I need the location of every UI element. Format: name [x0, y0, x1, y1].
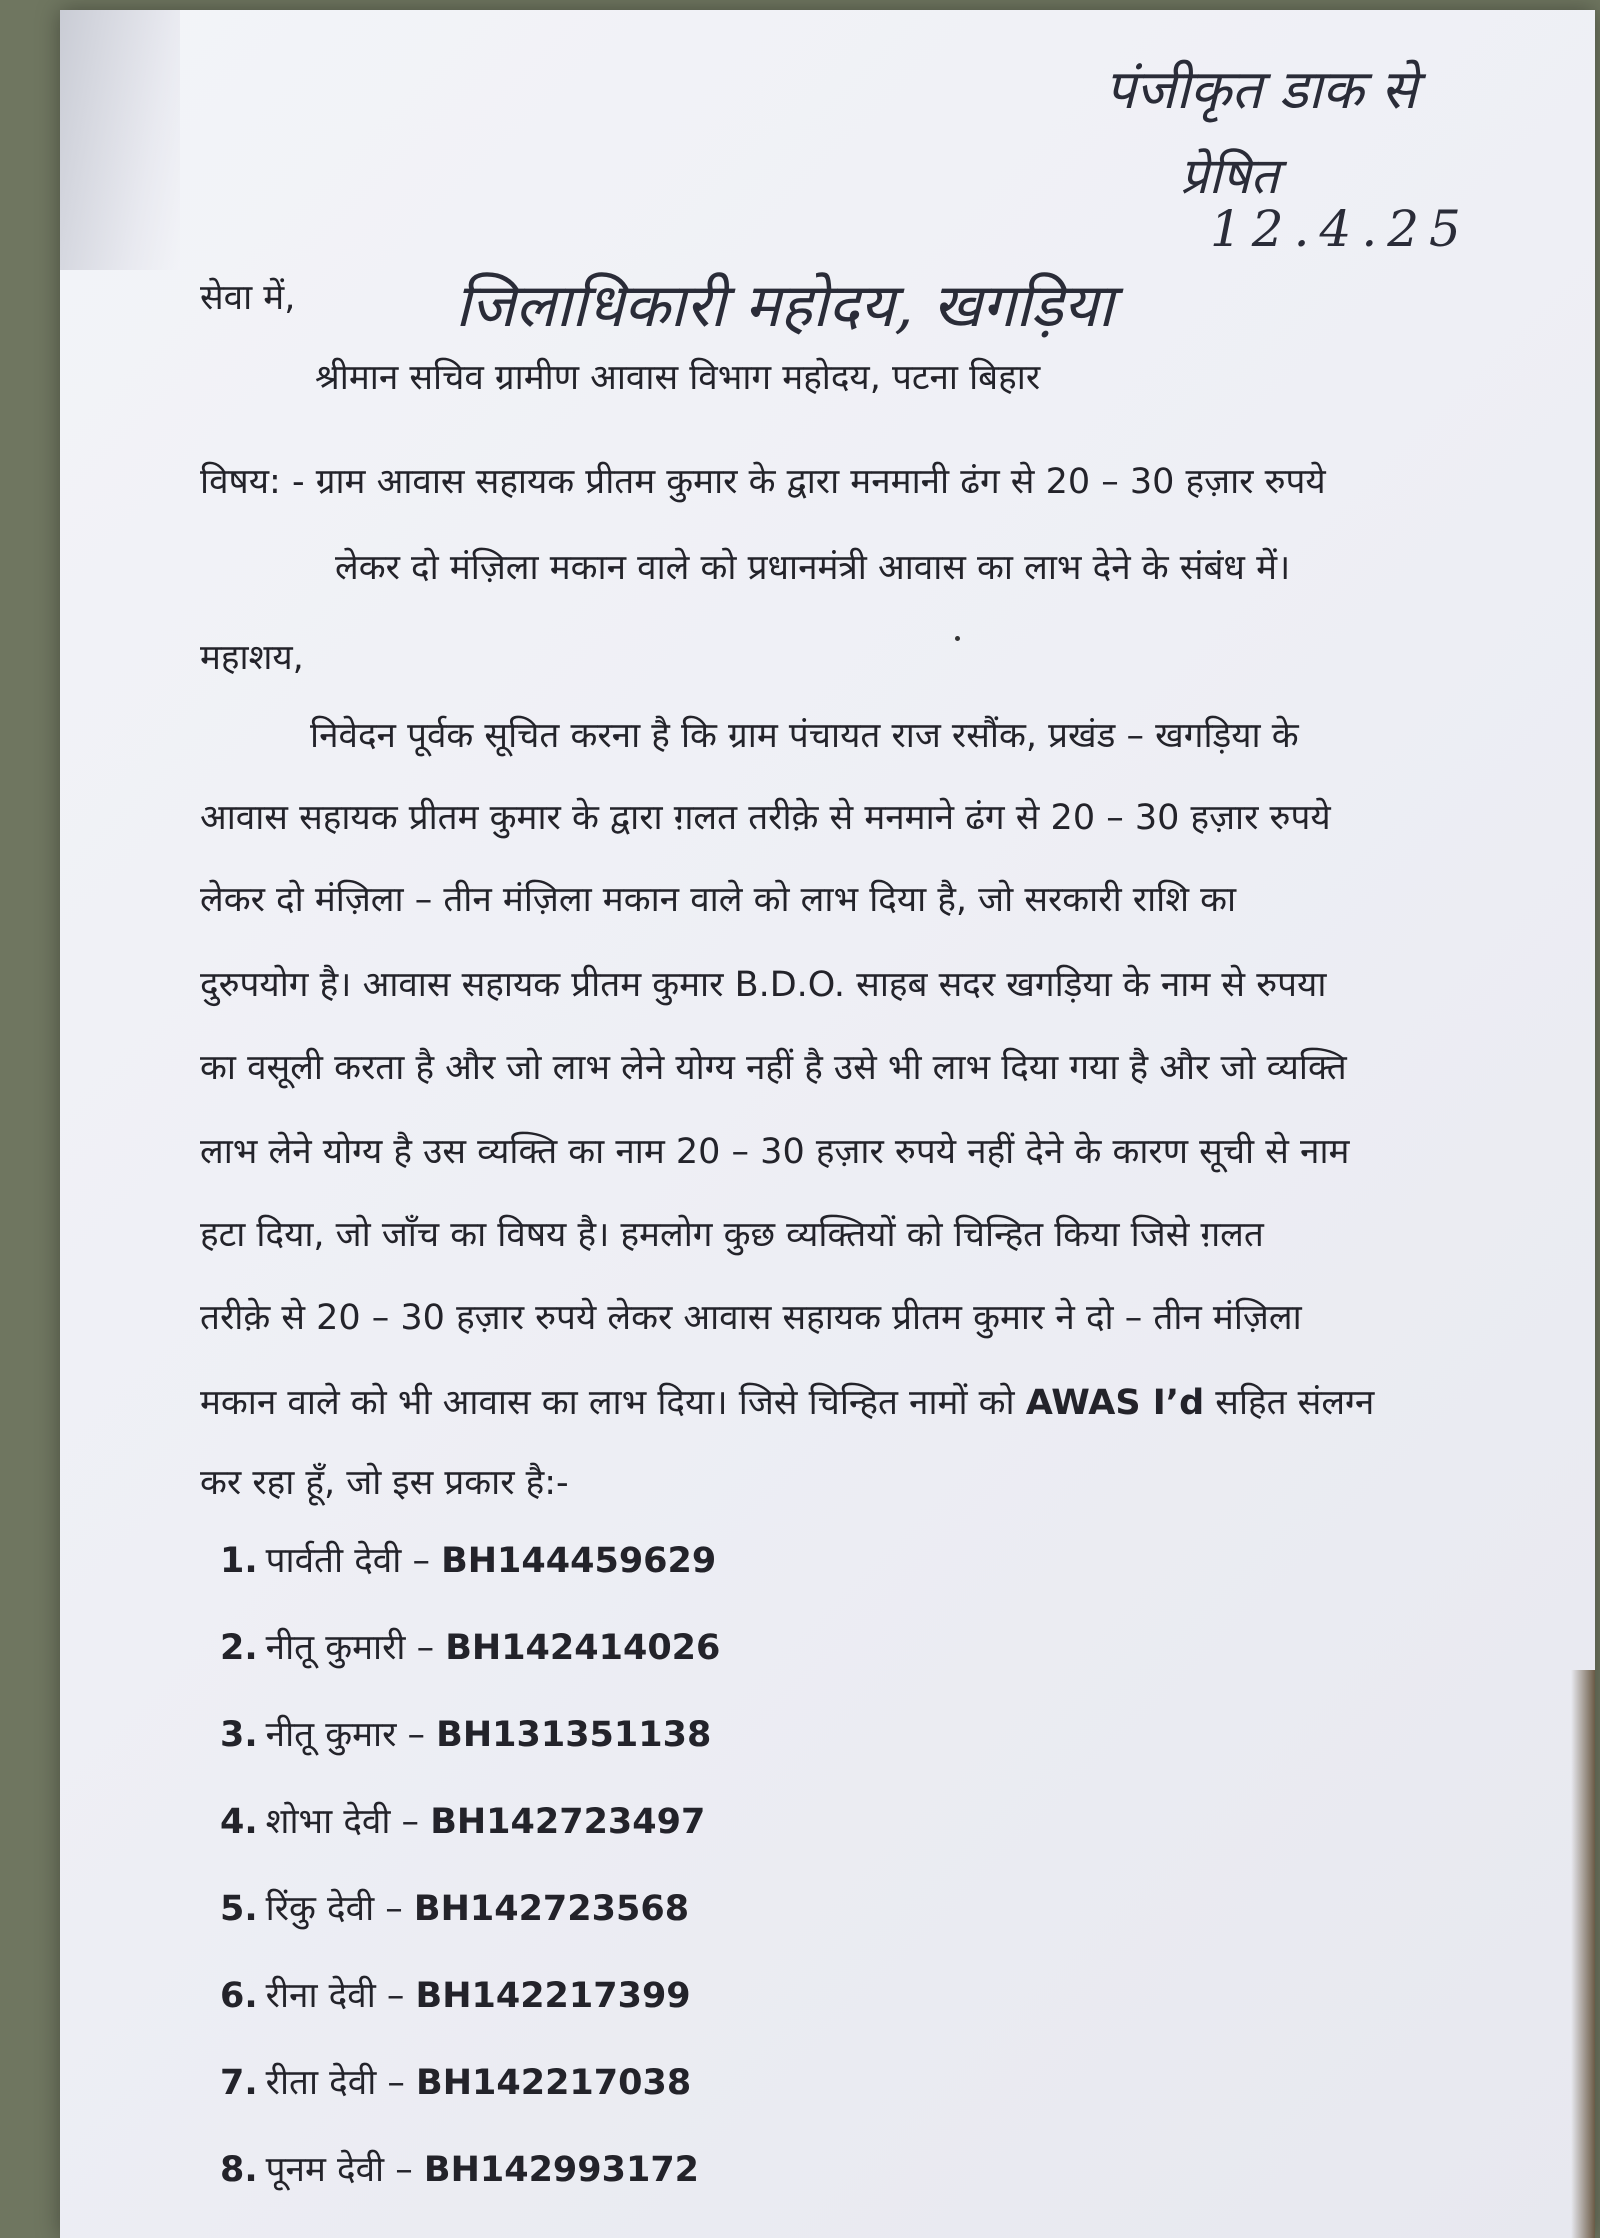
item-number: 1. — [220, 1541, 258, 1581]
awas-id: BH144459629 — [441, 1541, 717, 1581]
handwritten-date: 12.4.25 — [1210, 200, 1471, 258]
page-curl-shadow — [60, 10, 180, 270]
item-number: 7. — [220, 2063, 258, 2103]
beneficiary-name: पार्वती देवी – — [265, 1541, 442, 1581]
awas-id: BH142723568 — [413, 1889, 690, 1929]
list-item — [220, 1971, 720, 2058]
addressee-line: श्रीमान सचिव ग्रामीण आवास विभाग महोदय, पटना बिहार — [315, 358, 1041, 398]
page-edge-shadow — [1571, 1670, 1595, 2238]
list-item — [220, 1623, 720, 1710]
item-number: 2. — [220, 1628, 258, 1668]
item-number: 3. — [220, 1715, 258, 1755]
item-number: 4. — [220, 1802, 258, 1842]
salutation: सेवा में, — [200, 278, 296, 318]
beneficiary-name: रिंकु देवी – — [265, 1889, 414, 1929]
awas-id: BH142217038 — [416, 2063, 692, 2103]
beneficiary-name: रीता देवी – — [265, 2063, 417, 2103]
awas-id: BH142414026 — [445, 1628, 721, 1668]
body-line-5: का वसूली करता है और जो लाभ लेने योग्य नहीं है उसे भी लाभ दिया गया है और जो व्यक्ति — [200, 1048, 1347, 1088]
body-line-9-end: सहित संलग्न — [1204, 1383, 1375, 1423]
body-line-8: तरीक़े से 20 – 30 हज़ार रुपये लेकर आवास सहायक प्रीतम कुमार ने दो – तीन मंज़िला — [200, 1298, 1302, 1338]
beneficiary-list — [220, 1536, 720, 2232]
subject-line-2: लेकर दो मंज़िला मकान वाले को प्रधानमंत्री आवास का लाभ देने के संबंध में। — [335, 548, 1291, 588]
body-line-6: लाभ लेने योग्य है उस व्यक्ति का नाम 20 – 30 हज़ार रुपये नहीं देने के कारण सूची से नाम — [200, 1132, 1350, 1172]
greeting: महाशय, — [200, 638, 304, 678]
list-item — [220, 1797, 720, 1884]
list-item — [220, 1710, 720, 1797]
list-item — [220, 1536, 720, 1623]
ink-dot — [955, 636, 960, 641]
awas-id: BH142723497 — [430, 1802, 706, 1842]
list-item — [220, 2058, 720, 2145]
body-line-2: आवास सहायक प्रीतम कुमार के द्वारा ग़लत तरीक़े से मनमाने ढंग से 20 – 30 हज़ार रुपये — [200, 798, 1331, 838]
body-line-9 — [200, 1383, 1600, 1423]
body-line-10: कर रहा हूँ, जो इस प्रकार है:- — [200, 1463, 569, 1503]
item-number: 5. — [220, 1889, 258, 1929]
list-item — [220, 1884, 720, 1971]
letter-page — [60, 10, 1595, 2238]
body-line-4: दुरुपयोग है। आवास सहायक प्रीतम कुमार B.D.O. साहब सदर खगड़िया के नाम से रुपया — [200, 965, 1327, 1005]
item-number: 8. — [220, 2150, 258, 2190]
subject-line-1: विषय: - ग्राम आवास सहायक प्रीतम कुमार के द्वारा मनमानी ढंग से 20 – 30 हज़ार रुपये — [200, 462, 1326, 502]
awas-id: BH142993172 — [423, 2150, 700, 2190]
list-item — [220, 2145, 720, 2232]
handwritten-note-registered-post: पंजीकृत डाक से — [1105, 58, 1418, 121]
beneficiary-name: नीतू कुमारी – — [265, 1628, 446, 1668]
beneficiary-name: शोभा देवी – — [265, 1802, 431, 1842]
handwritten-addressee: जिलाधिकारी महोदय, खगड़िया — [455, 271, 1114, 341]
body-line-1: निवेदन पूर्वक सूचित करना है कि ग्राम पंचायत राज रसौंक, प्रखंड – खगड़िया के — [310, 716, 1299, 756]
body-line-9-text: मकान वाले को भी आवास का लाभ दिया। जिसे चिन्हित नामों को — [200, 1383, 1026, 1423]
awas-id: BH142217399 — [415, 1976, 691, 2016]
handwritten-note-sent: प्रेषित — [1180, 147, 1279, 205]
beneficiary-name: नीतू कुमार – — [265, 1715, 437, 1755]
beneficiary-name: पूनम देवी – — [265, 2150, 424, 2190]
body-line-7: हटा दिया, जो जाँच का विषय है। हमलोग कुछ व्यक्तियों को चिन्हित किया जिसे ग़लत — [200, 1215, 1264, 1255]
awas-id-label: AWAS I’d — [1025, 1383, 1205, 1423]
beneficiary-name: रीना देवी – — [265, 1976, 416, 2016]
body-line-3: लेकर दो मंज़िला – तीन मंज़िला मकान वाले को लाभ दिया है, जो सरकारी राशि का — [200, 880, 1237, 920]
awas-id: BH131351138 — [436, 1715, 712, 1755]
item-number: 6. — [220, 1976, 258, 2016]
